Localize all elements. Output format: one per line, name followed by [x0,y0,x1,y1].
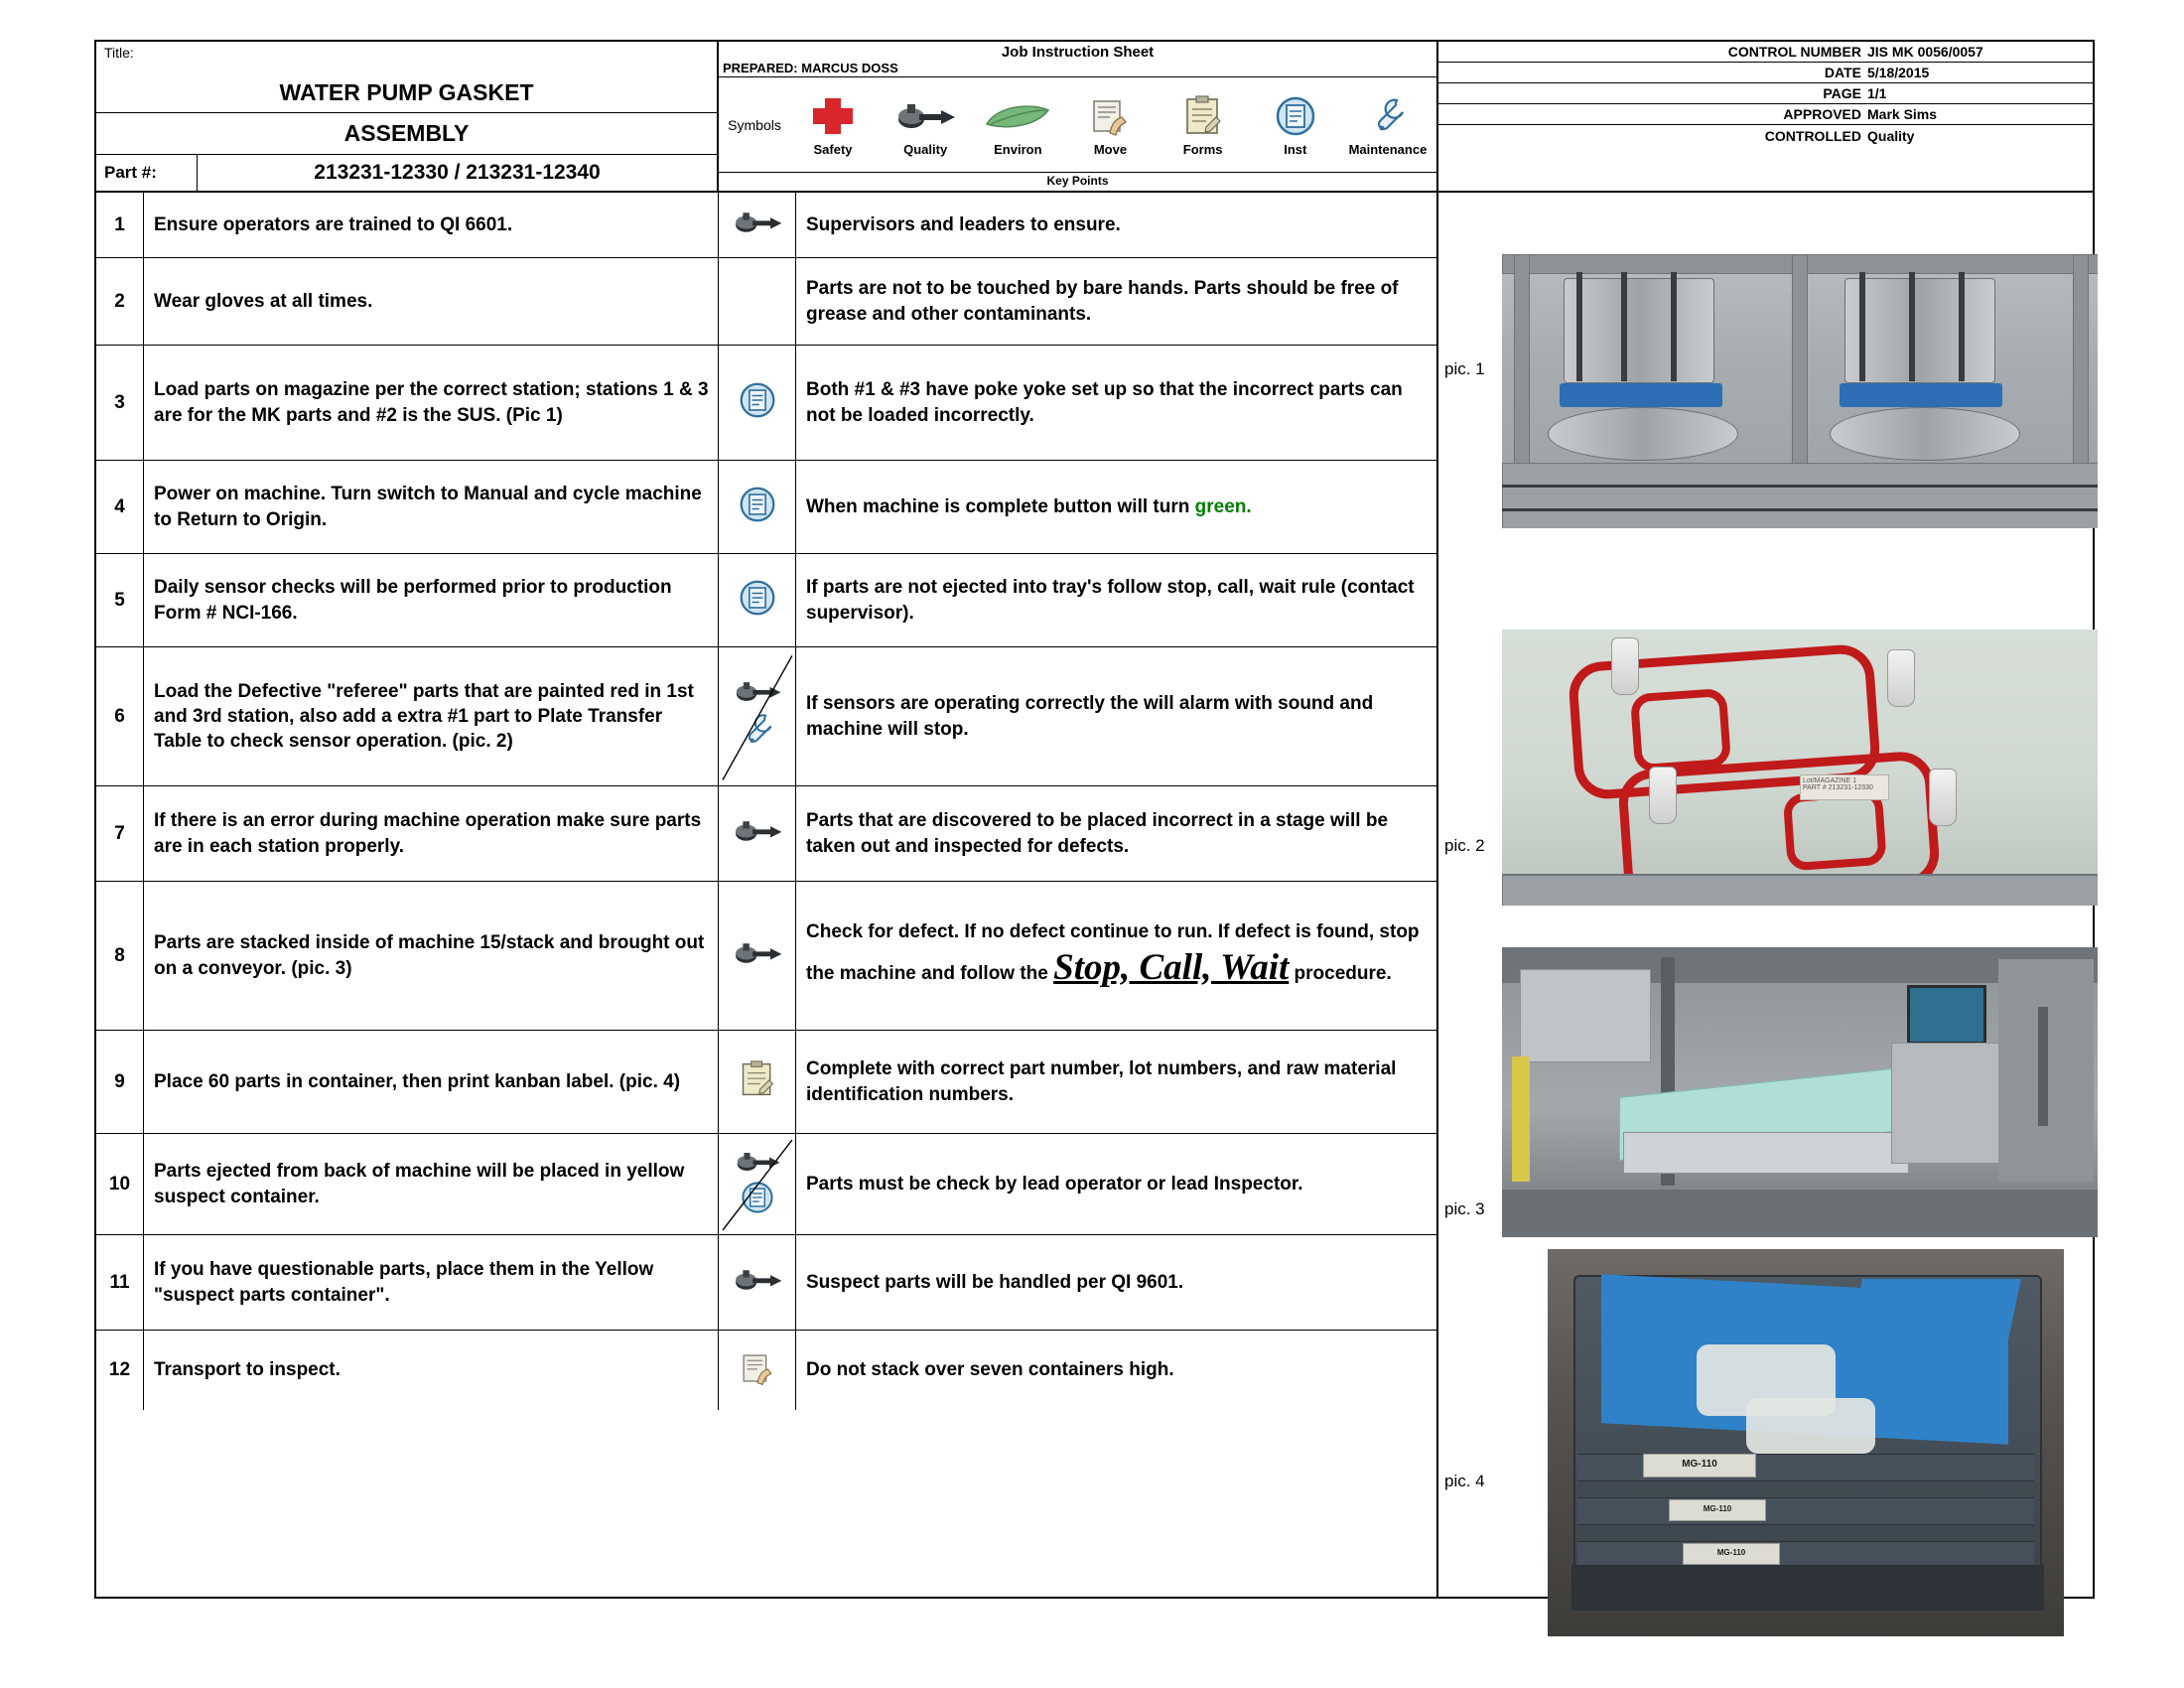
step-number: 2 [96,258,144,345]
symbol-move-label: Move [1093,141,1128,157]
control-number-value: JIS MK 0056/0057 [1867,44,1983,60]
forms-clipboard-icon [1182,93,1224,139]
key-point-text [796,882,1436,1030]
approved-label: APPROVED [1783,106,1861,122]
title-block [96,42,719,191]
part-number-label: Part #: [96,155,198,191]
step-text: Load parts on magazine per the correct station; stations 1 & 3 are for the MK parts and #2 is the SUS. (Pic 1) [144,346,719,460]
key-point-text: Supervisors and leaders to ensure. [806,213,1121,235]
key-point-text: Parts must be check by lead operator or lead Inspector. [806,1173,1303,1195]
step-number: 6 [96,647,144,785]
picture-3 [1502,947,2098,1237]
step-number: 5 [96,554,144,646]
step-symbol-cell [719,193,796,257]
step-symbol-cell [719,1031,796,1133]
table-row [96,882,1436,1031]
approved-row [1438,104,2093,125]
symbol-environ [975,93,1060,157]
step-text: Daily sensor checks will be performed prior to production Form # NCI-166. [144,554,719,646]
symbol-inst [1253,93,1338,157]
key-point-text: Both #1 & #3 have poke yoke set up so that the incorrect parts can not be loaded incorrectly. [806,379,1403,426]
step-text: Wear gloves at all times. [144,258,719,345]
prepared-label: PREPARED: [723,61,798,75]
part-number-value: 213231-12330 / 213231-12340 [314,161,601,184]
table-row [96,1134,1436,1235]
table-row [96,346,1436,461]
step-symbol-cell [719,647,796,785]
approved-value: Mark Sims [1867,106,1938,122]
quality-clamp-icon [732,1267,783,1298]
steps-table [96,193,1438,1597]
symbol-safety [790,93,876,157]
step-number: 10 [96,1134,144,1234]
move-hand-icon [739,1349,776,1392]
step-symbol-cell [719,258,796,345]
symbol-forms-label: Forms [1182,141,1223,157]
environ-leaf-icon [983,93,1052,139]
move-hand-icon [1088,93,1132,139]
table-row [96,554,1436,647]
step-symbol-cell [719,1134,796,1234]
key-points-header: Key Points [719,172,1436,191]
quality-clamp-icon [733,679,782,709]
pictures-column [1438,193,2093,1597]
step-text: Load the Defective "referee" parts that are painted red in 1st and 3rd station, also add a extra #1 part to Plate Transfer Table to check sensor operation. (pic. 2) [144,647,719,785]
quality-clamp-icon [734,1150,781,1179]
step-symbol-cell [719,882,796,1030]
picture-label-4: pic. 4 [1444,1472,1485,1490]
controlled-label: CONTROLLED [1764,127,1861,144]
key-point-suffix: procedure. [1289,962,1392,984]
step-text: Place 60 parts in container, then print kanban label. (pic. 4) [144,1031,719,1133]
table-row [96,258,1436,346]
table-row [96,1235,1436,1331]
step-text: Parts are stacked inside of machine 15/stack and brought out on a conveyor. (pic. 3) [144,882,719,1030]
symbols-legend [719,77,1436,172]
step-text: If there is an error during machine operation make sure parts are in each station properly. [144,786,719,881]
step-text: Transport to inspect. [144,1331,719,1410]
table-row [96,461,1436,554]
picture-2: Lot/MAGAZINE 1 PART # 213231-12330 [1502,630,2098,906]
step-number: 4 [96,461,144,553]
step-symbol-cell [719,1235,796,1330]
controlled-value: Quality [1867,127,1915,144]
process-title-row [96,113,717,155]
step-number: 12 [96,1331,144,1410]
stop-call-wait-emphasis: Stop, Call, Wait [1053,946,1290,988]
step-number: 3 [96,346,144,460]
symbol-maintenance [1345,93,1431,157]
step-text: Power on machine. Turn switch to Manual and cycle machine to Return to Origin. [144,461,719,553]
key-point-text: Parts that are discovered to be placed incorrect in a stage will be taken out and inspected for defects. [806,810,1389,857]
quality-clamp-icon [732,818,783,849]
control-number-label: CONTROL NUMBER [1727,44,1861,60]
safety-cross-icon [811,93,855,139]
maintenance-wrench-icon [1367,93,1409,139]
symbol-quality [883,93,968,157]
step-number: 7 [96,786,144,881]
bin-label-2: MG-110 [1669,1499,1766,1521]
green-word: green. [1194,495,1252,517]
title-label: Title: [104,45,134,61]
step-number: 8 [96,882,144,1030]
step-text: Ensure operators are trained to QI 6601. [144,193,719,257]
quality-clamp-icon [732,940,783,971]
table-row [96,1331,1436,1410]
step-symbol-cell [719,461,796,553]
key-point-text: When machine is complete button will turn green. [806,495,1252,517]
table-row [96,786,1436,882]
symbols-block [719,42,1438,191]
sheet-header [96,42,2093,193]
picture-label-2: pic. 2 [1444,836,1485,855]
picture-1 [1502,254,2098,528]
table-row [96,1031,1436,1134]
inspection-icon [1275,93,1316,139]
step-number: 9 [96,1031,144,1133]
job-instruction-sheet [94,40,2095,1599]
symbol-maintenance-label: Maintenance [1348,141,1428,157]
symbols-label: Symbols [728,116,781,133]
quality-clamp-icon [732,210,783,240]
key-point-text: If parts are not ejected into tray's follow stop, call, wait rule (contact supervisor). [806,577,1415,624]
date-label: DATE [1824,65,1861,80]
page-value: 1/1 [1867,85,1887,101]
inspection-icon [739,579,776,622]
symbol-forms [1160,93,1246,157]
step-symbol-cell [719,554,796,646]
key-point-text: Suspect parts will be handled per QI 9601. [806,1271,1184,1293]
step-number: 11 [96,1235,144,1330]
symbol-move [1067,93,1153,157]
step-text: If you have questionable parts, place them in the Yellow "suspect parts container". [144,1235,719,1330]
product-title: WATER PUMP GASKET [279,79,534,105]
control-number-row [1438,42,2093,63]
symbol-quality-label: Quality [903,141,948,157]
prepared-by-row [719,61,1436,77]
key-point-text: Do not stack over seven containers high. [806,1359,1174,1381]
process-title: ASSEMBLY [343,120,470,146]
key-point-text: If sensors are operating correctly the will alarm with sound and machine will stop. [806,693,1374,740]
page-label: PAGE [1823,85,1861,101]
date-value: 5/18/2015 [1867,65,1930,80]
part-number-row [96,155,717,191]
symbol-inst-label: Inst [1284,141,1307,157]
sheet-type-title: Job Instruction Sheet [1001,44,1155,61]
page-row [1438,83,2093,104]
step-symbol-cell [719,1331,796,1410]
step-number: 1 [96,193,144,257]
bin-label-3: MG-110 [1683,1543,1780,1565]
key-point-text: Parts are not to be touched by bare hands. Parts should be free of grease and other contaminants. [806,278,1399,325]
controlled-row [1438,125,2093,146]
picture-label-1: pic. 1 [1444,359,1485,378]
inspection-icon [739,486,776,528]
bin-label-1: MG-110 [1643,1454,1756,1477]
symbol-environ-label: Environ [994,141,1042,157]
product-title-row [96,42,717,113]
table-row [96,193,1436,258]
key-point-text: Complete with correct part number, lot numbers, and raw material identification numbers. [806,1058,1397,1105]
step-text: Parts ejected from back of machine will be placed in yellow suspect container. [144,1134,719,1234]
inspection-icon [741,1181,774,1219]
date-row [1438,63,2093,83]
step-symbol-cell [719,346,796,460]
picture-4 [1548,1249,2064,1636]
control-block [1438,42,2093,191]
table-row [96,647,1436,786]
picture-label-3: pic. 3 [1444,1199,1485,1218]
maintenance-wrench-icon [739,711,776,754]
symbol-safety-label: Safety [813,141,853,157]
forms-clipboard-icon [739,1060,776,1103]
step-symbol-cell [719,786,796,881]
prepared-by-value: MARCUS DOSS [801,61,898,75]
quality-clamp-icon [895,93,955,139]
inspection-icon [739,381,776,424]
key-point-prefix: Check for defect. If no defect continue to run. If defect is found, stop the machine and follow the [806,920,1420,984]
